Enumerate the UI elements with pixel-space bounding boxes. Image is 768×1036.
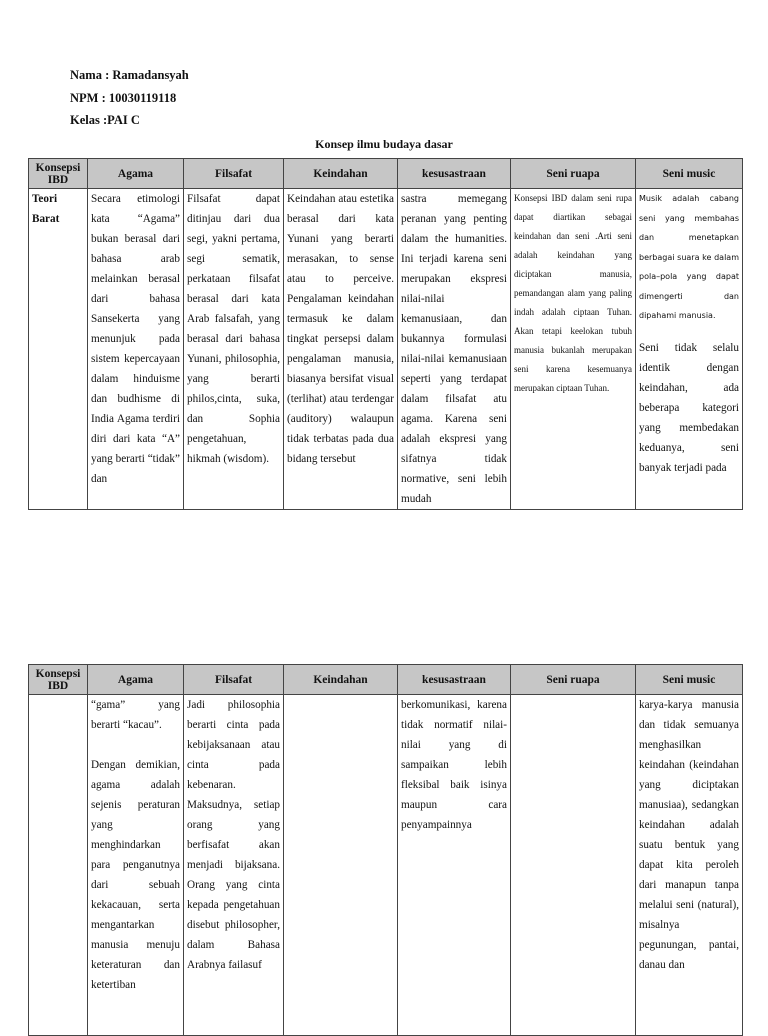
- cell-kesusastraan: [398, 695, 511, 1036]
- cell-agama: [88, 695, 184, 1036]
- col-header-konsepsi: Konsepsi IBD: [29, 159, 88, 189]
- seni-music-text-1: Musik adalah cabang seni yang membahas dan menetapkan berbagai suara ke dalam pola–pola yang dapat dimengerti dan dipahami manusia.: [639, 194, 739, 320]
- cell-seni-music: [636, 189, 743, 510]
- col-header-seni-rupa: Seni ruapa: [511, 665, 636, 695]
- cell-agama: [88, 189, 184, 510]
- cell-kesusastraan: [398, 189, 511, 510]
- concept-table-page-2: [28, 664, 743, 1036]
- cell-filsafat: [184, 189, 284, 510]
- cell-keindahan: [284, 695, 398, 1036]
- table-row: [29, 695, 743, 1036]
- cell-seni-rupa: [511, 695, 636, 1036]
- row-label-teori-barat: Teori Barat: [29, 189, 88, 510]
- col-header-konsepsi: Konsepsi IBD: [29, 665, 88, 695]
- filsafat-text: Jadi philosophia berarti cinta pada kebijaksanaan atau cinta pada kebenaran. Maksudnya, setiap orang yang berfisafat akan menjadi bijaksana. Orang yang cinta kepada pengetahuan disebut philosopher, dalam Bahasa Arabnya failasuf: [187, 699, 280, 971]
- seni-rupa-text: Konsepsi IBD dalam seni rupa dapat diartikan sebagai keindahan dan seni .Arti seni adalah keindahan yang diciptakan manusia, pemandangan alam yang paling indah adalah ciptaan Tuhan. Akan tetapi keelokan tubuh manusia bukanlah merupakan seni karena kesemuanya merupakan ciptaan Tuhan.: [514, 193, 632, 393]
- kesusastraan-text: sastra memegang peranan yang penting dalam the humanities. Ini terjadi karena seni merupakan ekspresi nilai-nilai kemanusiaan, dan bukannya formulasi nilai-nilai kemanusiaan seperti yang terdapat dalam filsafat atu agama. Karena seni adalah ekspresi yang sifatnya tidak normative, seni lebih mudah: [401, 193, 507, 505]
- cell-filsafat: [184, 695, 284, 1036]
- col-header-kesusastraan: kesusastraan: [398, 665, 511, 695]
- col-header-agama: Agama: [88, 665, 184, 695]
- kesusastraan-text: berkomunikasi, karena tidak normatif nilai-nilai yang di sampaikan lebih fleksibal baik isinya maupun cara penyampainnya: [401, 699, 507, 831]
- student-class: Kelas :PAI C: [70, 113, 140, 127]
- cell-seni-rupa: [511, 189, 636, 510]
- col-header-agama: Agama: [88, 159, 184, 189]
- agama-text-2: Dengan demikian, agama adalah sejenis peraturan yang menghindarkan para penganutnya dari sebuah kekacauan, serta mengantarkan manusia menuju keteraturan dan ketertiban: [91, 759, 180, 991]
- filsafat-text: Filsafat dapat ditinjau dari dua segi, yakni pertama, segi sematik, perkataan filsafat berasal dari kata Arab falsafah, yang berasal dari bahasa Yunani, philosophia, yang berarti philos,cinta, suka, dan Sophia pengetahuan, hikmah (wisdom).: [187, 193, 280, 465]
- document-title: Konsep ilmu budaya dasar: [315, 137, 453, 151]
- cell-seni-music: [636, 695, 743, 1036]
- col-header-kesusastraan: kesusastraan: [398, 159, 511, 189]
- col-header-keindahan: Keindahan: [284, 665, 398, 695]
- col-header-seni-rupa: Seni ruapa: [511, 159, 636, 189]
- col-header-seni-music: Seni music: [636, 159, 743, 189]
- col-header-seni-music: Seni music: [636, 665, 743, 695]
- col-header-filsafat: Filsafat: [184, 665, 284, 695]
- table-row: [29, 189, 743, 510]
- col-header-filsafat: Filsafat: [184, 159, 284, 189]
- agama-text: Secara etimologi kata “Agama” bukan berasal dari bahasa arab melainkan berasal dari bahasa Sansekerta yang menunjuk pada sistem kepercayaan dalam hinduisme dan budhisme di India Agama terdiri diri dari kata “A” yang berarti “tidak” dan: [91, 193, 180, 485]
- keindahan-text: Keindahan atau estetika berasal dari kata Yunani yang berarti merasakan, to sense atau to perceive. Pengalaman keindahan termasuk ke dalam tingkat persepsi dalam pengalaman manusia, biasanya bersifat visual (terlihat) atau terdengar (auditory) walaupun tidak terbatas pada dua bidang tersebut: [287, 193, 394, 465]
- seni-music-text-2: Seni tidak selalu identik dengan keindahan, ada beberapa kategori yang membedakan keduanya, seni banyak terjadi pada: [639, 341, 739, 474]
- table-header-row: [29, 159, 743, 189]
- seni-music-text: karya-karya manusia dan tidak semuanya menghasilkan keindahan (keindahan yang diciptakan manusiaa), sedangkan keindahan adalah suatu bentuk yang dapat kita peroleh dari manapun tanpa melalui seni (natural), misalnya pegunungan, pantai, danau dan: [639, 699, 739, 971]
- agama-text-1: “gama” yang berarti “kacau”.: [91, 699, 180, 731]
- student-npm: NPM : 10030119118: [70, 91, 177, 105]
- concept-table-page-1: [28, 158, 743, 510]
- cell-keindahan: [284, 189, 398, 510]
- table-header-row: [29, 665, 743, 695]
- student-name: Nama : Ramadansyah: [70, 68, 189, 82]
- col-header-keindahan: Keindahan: [284, 159, 398, 189]
- cell-empty-label: [29, 695, 88, 1036]
